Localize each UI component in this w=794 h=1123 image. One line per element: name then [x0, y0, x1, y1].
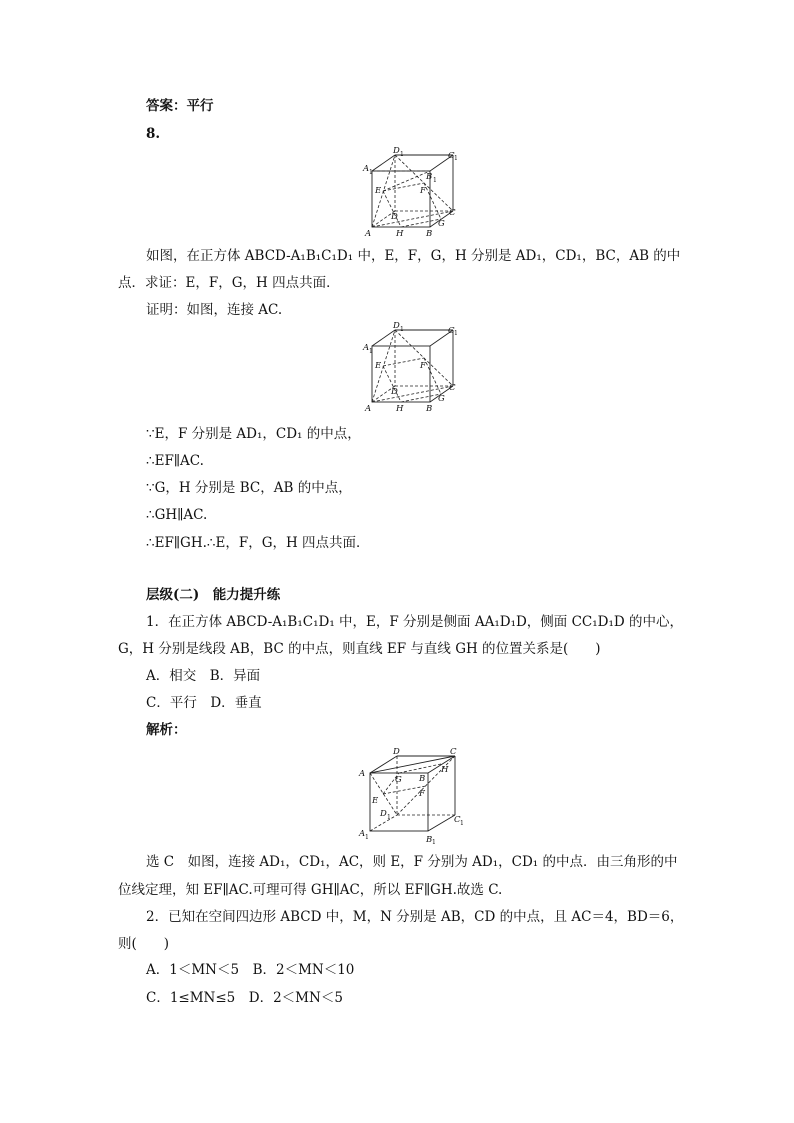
- label-E: E: [375, 361, 382, 371]
- label-D1: D: [393, 146, 400, 156]
- svg-text:1: 1: [400, 326, 404, 333]
- q1-solution-line-1: 选 C 如图，连接 AD₁，CD₁，AC，则 E，F 分别为 AD₁，CD₁ 的中点．由三角形的中: [146, 854, 678, 870]
- svg-text:1: 1: [387, 814, 391, 821]
- label-D: D: [391, 212, 398, 222]
- cube-figure-q1: [355, 746, 471, 844]
- q2-options-ab: A．1＜MN＜5 B．2＜MN＜10: [146, 962, 355, 978]
- label-A1: A: [359, 829, 366, 839]
- label-C: C: [449, 208, 456, 218]
- label-B1: B: [426, 172, 433, 182]
- label-H: H: [441, 765, 449, 775]
- label-H: H: [396, 229, 404, 239]
- label-B: B: [426, 229, 433, 239]
- section-heading: 层级(二) 能力提升练: [146, 587, 281, 603]
- label-E: E: [372, 796, 379, 806]
- label-A: A: [365, 404, 372, 414]
- label-G: G: [438, 394, 445, 404]
- svg-text:1: 1: [369, 169, 373, 176]
- svg-text:1: 1: [454, 155, 458, 162]
- cube-figure-proof: [362, 320, 462, 412]
- label-A: A: [365, 229, 372, 239]
- label-G: G: [438, 219, 445, 229]
- proof-step-1: ∵E，F 分别是 AD₁，CD₁ 的中点，: [146, 426, 361, 442]
- q2-text-line-1: 2．已知在空间四边形 ABCD 中，M，N 分别是 AB，CD 的中点，且 AC＝4，BD＝6，: [146, 909, 684, 925]
- label-C1: C: [454, 815, 461, 825]
- q1-text-line-2: G，H 分别是线段 AB，BC 的中点，则直线 EF 与直线 GH 的位置关系是( ): [118, 641, 601, 657]
- svg-text:1: 1: [365, 834, 369, 841]
- proof-step-2: ∴EF∥AC.: [146, 453, 204, 469]
- label-C1: C: [448, 151, 455, 161]
- label-F: F: [420, 361, 426, 371]
- q2-options-cd: C．1≤MN≤5 D．2＜MN＜5: [146, 990, 343, 1006]
- svg-text:1: 1: [460, 820, 464, 827]
- q8-text-line-1: 如图，在正方体 ABCD-A₁B₁C₁D₁ 中，E，F，G，H 分别是 AD₁，CD₁，BC，AB 的中: [146, 248, 681, 264]
- label-A1: A: [363, 164, 370, 174]
- label-D: D: [391, 387, 398, 397]
- label-B: B: [419, 774, 426, 784]
- q1-analysis-label: 解析：: [146, 722, 187, 738]
- svg-text:1: 1: [454, 330, 458, 337]
- label-G: G: [395, 775, 402, 785]
- q8-text-line-2: 点．求证：E，F，G，H 四点共面．: [118, 275, 340, 291]
- label-B1: B: [426, 835, 433, 845]
- proof-step-4: ∴GH∥AC.: [146, 507, 208, 523]
- label-F: F: [420, 186, 426, 196]
- q1-options-ab: A．相交 B．异面: [146, 668, 261, 684]
- svg-text:1: 1: [433, 177, 437, 184]
- label-A1: A: [363, 343, 370, 353]
- answer-line: 答案：平行: [146, 98, 214, 114]
- svg-text:1: 1: [369, 348, 373, 355]
- label-B: B: [426, 404, 433, 414]
- q1-text-line-1: 1．在正方体 ABCD-A₁B₁C₁D₁ 中，E，F 分别是侧面 AA₁D₁D，侧面 CC₁D₁D 的中心，: [146, 614, 684, 630]
- q1-solution-line-2: 位线定理，知 EF∥AC.可理可得 GH∥AC，所以 EF∥GH.故选 C.: [118, 882, 503, 898]
- label-A: A: [359, 769, 366, 779]
- label-C: C: [450, 747, 457, 757]
- question-8-number: 8.: [146, 126, 161, 142]
- label-D: D: [393, 747, 400, 757]
- label-D1: D: [380, 809, 387, 819]
- label-F: F: [419, 789, 425, 799]
- q1-options-cd: C．平行 D．垂直: [146, 695, 262, 711]
- proof-step-3: ∵G，H 分别是 BC，AB 的中点，: [146, 480, 352, 496]
- svg-text:1: 1: [432, 839, 436, 846]
- proof-intro: 证明：如图，连接 AC.: [146, 302, 283, 318]
- label-C: C: [449, 383, 456, 393]
- label-H: H: [396, 404, 404, 414]
- svg-text:1: 1: [400, 151, 404, 158]
- proof-step-5: ∴EF∥GH.∴E，F，G，H 四点共面．: [146, 535, 370, 551]
- label-C1: C: [448, 326, 455, 336]
- label-D1: D: [393, 321, 400, 331]
- label-E: E: [375, 186, 382, 196]
- q2-text-line-2: 则( ): [118, 936, 170, 952]
- cube-figure-q8: [362, 145, 462, 237]
